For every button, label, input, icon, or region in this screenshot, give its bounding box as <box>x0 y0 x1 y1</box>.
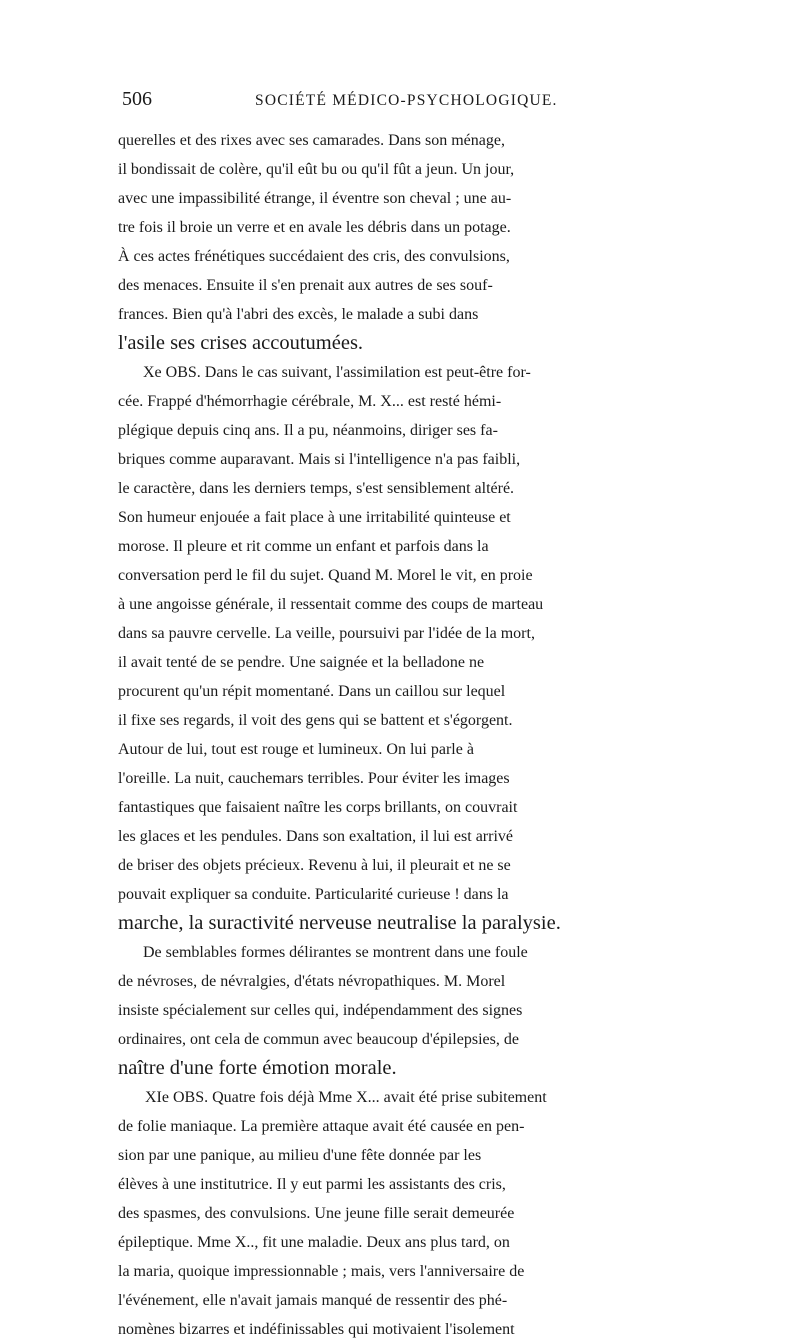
text-line: conversation perd le fil du sujet. Quand M. Morel le vit, en proie <box>118 567 533 584</box>
text-line: insiste spécialement sur celles qui, indépendamment des signes <box>118 1002 523 1019</box>
page-number: 506 <box>122 88 152 110</box>
text-line: sion par une panique, au milieu d'une fête donnée par les <box>118 1147 482 1164</box>
running-head <box>110 88 685 118</box>
text-line: de névroses, de névralgies, d'états névropathiques. M. Morel <box>118 973 506 990</box>
text-line: À ces actes frénétiques succédaient des cris, des convulsions, <box>118 248 510 265</box>
body-text <box>118 126 684 1344</box>
text-line: frances. Bien qu'à l'abri des excès, le malade a subi dans <box>118 306 479 323</box>
text-line: Son humeur enjouée a fait place à une irritabilité quinteuse et <box>118 509 511 526</box>
text-line: XIe OBS. Quatre fois déjà Mme X... avait été prise subitement <box>145 1089 547 1106</box>
text-line: procurent qu'un répit momentané. Dans un caillou sur lequel <box>118 683 506 700</box>
text-line: de folie maniaque. La première attaque avait été causée en pen- <box>118 1118 525 1135</box>
text-line: il fixe ses regards, il voit des gens qui se battent et s'égorgent. <box>118 712 513 729</box>
text-line: cée. Frappé d'hémorrhagie cérébrale, M. X... est resté hémi- <box>118 393 502 410</box>
text-line: l'oreille. La nuit, cauchemars terribles. Pour éviter les images <box>118 770 510 787</box>
text-line: Xe OBS. Dans le cas suivant, l'assimilation est peut-être for- <box>143 364 531 381</box>
text-line: des menaces. Ensuite il s'en prenait aux autres de ses souf- <box>118 277 493 294</box>
text-line: fantastiques que faisaient naître les corps brillants, on couvrait <box>118 799 518 816</box>
text-line: plégique depuis cinq ans. Il a pu, néanmoins, diriger ses fa- <box>118 422 498 439</box>
text-line: querelles et des rixes avec ses camarades. Dans son ménage, <box>118 132 505 149</box>
text-line: briques comme auparavant. Mais si l'intelligence n'a pas faibli, <box>118 451 521 468</box>
text-line: il bondissait de colère, qu'il eût bu ou qu'il fût a jeun. Un jour, <box>118 161 515 178</box>
text-line: à une angoisse générale, il ressentait comme des coups de marteau <box>118 596 544 613</box>
text-line: il avait tenté de se pendre. Une saignée et la belladone ne <box>118 654 485 671</box>
text-line: De semblables formes délirantes se montrent dans une foule <box>143 944 528 961</box>
text-line: avec une impassibilité étrange, il éventre son cheval ; une au- <box>118 190 512 207</box>
text-line: des spasmes, des convulsions. Une jeune fille serait demeurée <box>118 1205 515 1222</box>
text-line: l'événement, elle n'avait jamais manqué de ressentir des phé- <box>118 1292 508 1309</box>
text-line: ordinaires, ont cela de commun avec beaucoup d'épilepsies, de <box>118 1031 519 1048</box>
text-line: épileptique. Mme X.., fit une maladie. Deux ans plus tard, on <box>118 1234 510 1251</box>
running-title: SOCIÉTÉ MÉDICO-PSYCHOLOGIQUE. <box>255 92 558 109</box>
text-line: marche, la suractivité nerveuse neutralise la paralysie. <box>118 912 561 934</box>
text-line: naître d'une forte émotion morale. <box>118 1057 397 1079</box>
text-line: tre fois il broie un verre et en avale les débris dans un potage. <box>118 219 511 236</box>
text-line: élèves à une institutrice. Il y eut parmi les assistants des cris, <box>118 1176 506 1193</box>
text-line: le caractère, dans les derniers temps, s'est sensiblement altéré. <box>118 480 515 497</box>
text-line: Autour de lui, tout est rouge et lumineux. On lui parle à <box>118 741 474 758</box>
text-line: pouvait expliquer sa conduite. Particularité curieuse ! dans la <box>118 886 509 903</box>
text-line: dans sa pauvre cervelle. La veille, poursuivi par l'idée de la mort, <box>118 625 535 642</box>
text-line: les glaces et les pendules. Dans son exaltation, il lui est arrivé <box>118 828 513 845</box>
text-line: la maria, quoique impressionnable ; mais, vers l'anniversaire de <box>118 1263 525 1280</box>
text-line: de briser des objets précieux. Revenu à lui, il pleurait et ne se <box>118 857 511 874</box>
text-line: nomènes bizarres et indéfinissables qui motivaient l'isolement <box>118 1321 515 1338</box>
text-line: morose. Il pleure et rit comme un enfant et parfois dans la <box>118 538 489 555</box>
text-line: l'asile ses crises accoutumées. <box>118 332 364 354</box>
